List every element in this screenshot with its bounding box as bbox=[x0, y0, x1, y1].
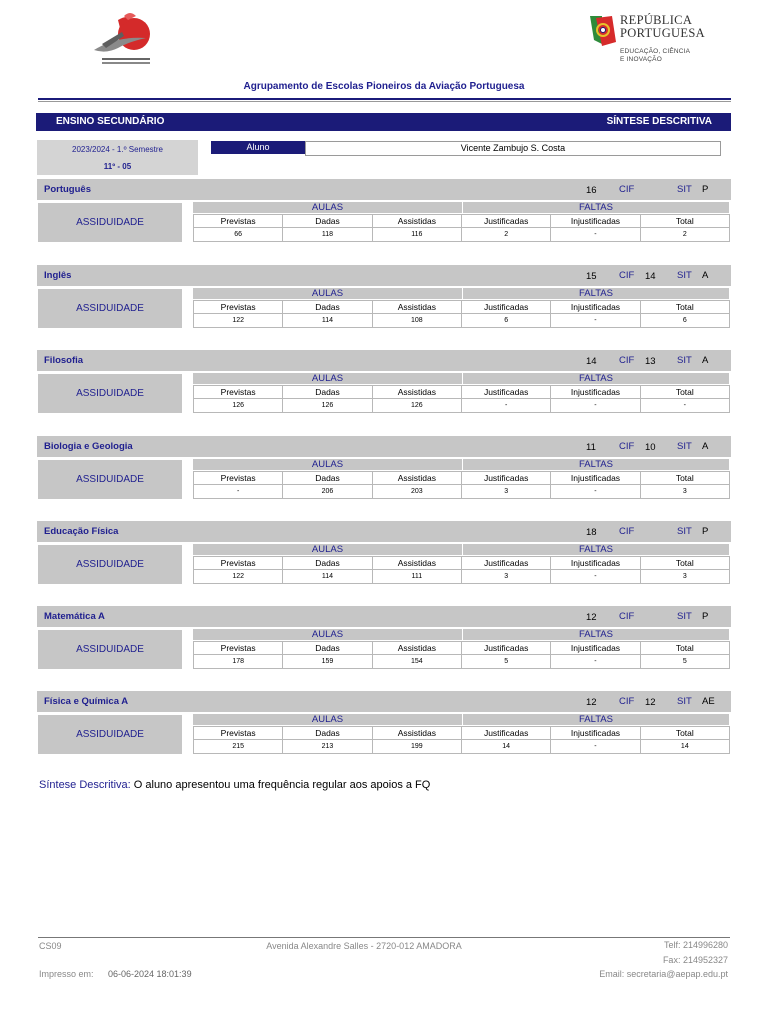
val-dadas: 126 bbox=[283, 399, 372, 413]
subject-block bbox=[37, 265, 731, 343]
table-header-row bbox=[194, 472, 730, 485]
subject-name: Biologia e Geologia bbox=[44, 441, 133, 452]
aulas-header: AULAS bbox=[193, 714, 462, 725]
aulas-header: AULAS bbox=[193, 288, 462, 299]
val-dadas: 213 bbox=[283, 740, 372, 754]
table-row bbox=[194, 655, 730, 669]
header-divider bbox=[38, 98, 731, 100]
subject-grade: 11 bbox=[586, 442, 596, 453]
col-injustificadas: Injustificadas bbox=[551, 215, 640, 228]
email-address: Email: secretaria@aepap.edu.pt bbox=[599, 969, 728, 979]
col-justificadas: Justificadas bbox=[461, 727, 550, 740]
cif-value: 12 bbox=[645, 697, 656, 708]
attendance-table bbox=[193, 641, 730, 669]
assiduidade-label: ASSIDUIDADE bbox=[38, 203, 182, 242]
val-assistidas: 126 bbox=[372, 399, 461, 413]
attendance-table bbox=[193, 300, 730, 328]
col-previstas: Previstas bbox=[194, 301, 283, 314]
val-previstas: 215 bbox=[194, 740, 283, 754]
cif-label: CIF bbox=[619, 270, 635, 281]
faltas-header: FALTAS bbox=[463, 202, 729, 213]
subject-block bbox=[37, 350, 731, 428]
subject-header bbox=[37, 436, 731, 457]
subject-block bbox=[37, 436, 731, 514]
val-justificadas: 6 bbox=[461, 314, 550, 328]
val-assistidas: 108 bbox=[372, 314, 461, 328]
printed-date: 06-06-2024 18:01:39 bbox=[108, 969, 192, 979]
table-row bbox=[194, 570, 730, 584]
col-injustificadas: Injustificadas bbox=[551, 472, 640, 485]
val-previstas: - bbox=[194, 485, 283, 499]
val-total: 2 bbox=[640, 228, 729, 242]
banner-left-title: ENSINO SECUNDÁRIO bbox=[56, 116, 165, 127]
subject-name: Matemática A bbox=[44, 611, 105, 622]
table-header-row bbox=[194, 215, 730, 228]
val-justificadas: 2 bbox=[461, 228, 550, 242]
faltas-header: FALTAS bbox=[463, 373, 729, 384]
header-divider-thin bbox=[38, 101, 731, 102]
aulas-header: AULAS bbox=[193, 459, 462, 470]
sit-label: SIT bbox=[677, 441, 692, 452]
col-total: Total bbox=[640, 386, 729, 399]
sit-value: AE bbox=[702, 696, 715, 707]
assiduidade-label: ASSIDUIDADE bbox=[38, 460, 182, 499]
val-injustificadas: - bbox=[551, 740, 640, 754]
attendance-table bbox=[193, 471, 730, 499]
attendance-table bbox=[193, 385, 730, 413]
val-previstas: 122 bbox=[194, 570, 283, 584]
val-dadas: 206 bbox=[283, 485, 372, 499]
val-previstas: 122 bbox=[194, 314, 283, 328]
subject-grade: 18 bbox=[586, 527, 597, 538]
col-dadas: Dadas bbox=[283, 301, 372, 314]
col-total: Total bbox=[640, 472, 729, 485]
subject-header bbox=[37, 521, 731, 542]
val-assistidas: 203 bbox=[372, 485, 461, 499]
val-injustificadas: - bbox=[551, 570, 640, 584]
val-assistidas: 116 bbox=[372, 228, 461, 242]
fax-number: Fax: 214952327 bbox=[662, 955, 728, 965]
assiduidade-label: ASSIDUIDADE bbox=[38, 630, 182, 669]
assiduidade-label: ASSIDUIDADE bbox=[38, 545, 182, 584]
sintese-label: Síntese Descritiva: bbox=[39, 779, 131, 791]
document-code: CS09 bbox=[39, 941, 62, 951]
val-dadas: 114 bbox=[283, 314, 372, 328]
val-dadas: 159 bbox=[283, 655, 372, 669]
val-total: 14 bbox=[640, 740, 729, 754]
subject-block bbox=[37, 691, 731, 769]
aulas-header: AULAS bbox=[193, 202, 462, 213]
subject-header bbox=[37, 179, 731, 200]
cif-label: CIF bbox=[619, 184, 635, 195]
val-total: 5 bbox=[640, 655, 729, 669]
cif-value: 13 bbox=[645, 356, 656, 367]
val-dadas: 114 bbox=[283, 570, 372, 584]
val-assistidas: 199 bbox=[372, 740, 461, 754]
col-justificadas: Justificadas bbox=[461, 215, 550, 228]
subject-header bbox=[37, 606, 731, 627]
sintese-text: O aluno apresentou uma frequência regular aos apoios a FQ bbox=[133, 779, 431, 791]
val-assistidas: 111 bbox=[372, 570, 461, 584]
sit-label: SIT bbox=[677, 184, 692, 195]
republica-text: REPÚBLICA PORTUGUESA bbox=[620, 13, 705, 40]
subject-name: Educação Física bbox=[44, 526, 119, 537]
table-row bbox=[194, 485, 730, 499]
val-injustificadas: - bbox=[551, 655, 640, 669]
col-justificadas: Justificadas bbox=[461, 472, 550, 485]
col-total: Total bbox=[640, 557, 729, 570]
footer-divider bbox=[38, 937, 730, 938]
col-previstas: Previstas bbox=[194, 472, 283, 485]
col-injustificadas: Injustificadas bbox=[551, 557, 640, 570]
sintese-descritiva bbox=[39, 779, 430, 791]
table-row bbox=[194, 228, 730, 242]
subject-grade: 12 bbox=[586, 612, 597, 623]
sit-value: P bbox=[702, 526, 709, 537]
sit-value: P bbox=[702, 184, 709, 195]
col-total: Total bbox=[640, 301, 729, 314]
subject-grade: 12 bbox=[586, 697, 597, 708]
school-logo bbox=[88, 10, 160, 68]
val-injustificadas: - bbox=[551, 399, 640, 413]
col-justificadas: Justificadas bbox=[461, 386, 550, 399]
col-total: Total bbox=[640, 727, 729, 740]
assiduidade-label: ASSIDUIDADE bbox=[38, 374, 182, 413]
col-injustificadas: Injustificadas bbox=[551, 642, 640, 655]
col-justificadas: Justificadas bbox=[461, 301, 550, 314]
printed-label: Impresso em: bbox=[39, 969, 94, 979]
col-assistidas: Assistidas bbox=[372, 557, 461, 570]
col-injustificadas: Injustificadas bbox=[551, 727, 640, 740]
table-header-row bbox=[194, 727, 730, 740]
sit-label: SIT bbox=[677, 270, 692, 281]
val-injustificadas: - bbox=[551, 228, 640, 242]
subject-name: Inglês bbox=[44, 270, 72, 281]
col-previstas: Previstas bbox=[194, 642, 283, 655]
aulas-header: AULAS bbox=[193, 373, 462, 384]
aulas-header: AULAS bbox=[193, 629, 462, 640]
attendance-table bbox=[193, 726, 730, 754]
val-justificadas: - bbox=[461, 399, 550, 413]
table-row bbox=[194, 399, 730, 413]
class-label: 11º - 05 bbox=[103, 162, 132, 171]
cif-label: CIF bbox=[619, 441, 635, 452]
col-dadas: Dadas bbox=[283, 472, 372, 485]
faltas-header: FALTAS bbox=[463, 714, 729, 725]
attendance-table bbox=[193, 214, 730, 242]
val-total: 3 bbox=[640, 485, 729, 499]
sit-label: SIT bbox=[677, 696, 692, 707]
val-previstas: 66 bbox=[194, 228, 283, 242]
subject-header bbox=[37, 350, 731, 371]
subject-grade: 16 bbox=[586, 185, 597, 196]
val-justificadas: 5 bbox=[461, 655, 550, 669]
val-assistidas: 154 bbox=[372, 655, 461, 669]
subject-grade: 15 bbox=[586, 271, 597, 282]
sit-value: A bbox=[702, 441, 709, 452]
faltas-header: FALTAS bbox=[463, 629, 729, 640]
table-header-row bbox=[194, 386, 730, 399]
sit-label: SIT bbox=[677, 355, 692, 366]
subject-grade: 14 bbox=[586, 356, 597, 367]
val-total: 3 bbox=[640, 570, 729, 584]
col-injustificadas: Injustificadas bbox=[551, 386, 640, 399]
val-injustificadas: - bbox=[551, 485, 640, 499]
col-previstas: Previstas bbox=[194, 386, 283, 399]
val-previstas: 178 bbox=[194, 655, 283, 669]
banner-right-title: SÍNTESE DESCRITIVA bbox=[606, 116, 712, 127]
subject-name: Física e Química A bbox=[44, 696, 129, 707]
col-previstas: Previstas bbox=[194, 727, 283, 740]
school-period: 2023/2024 - 1.º Semestre bbox=[72, 145, 163, 154]
col-dadas: Dadas bbox=[283, 557, 372, 570]
subject-block bbox=[37, 521, 731, 599]
sit-value: A bbox=[702, 270, 709, 281]
val-total: - bbox=[640, 399, 729, 413]
col-assistidas: Assistidas bbox=[372, 215, 461, 228]
attendance-table bbox=[193, 556, 730, 584]
ministry-text: EDUCAÇÃO, CIÊNCIA E INOVAÇÃO bbox=[620, 48, 691, 63]
sit-label: SIT bbox=[677, 611, 692, 622]
period-box bbox=[37, 140, 198, 175]
col-justificadas: Justificadas bbox=[461, 557, 550, 570]
faltas-header: FALTAS bbox=[463, 544, 729, 555]
subject-name: Filosofia bbox=[44, 355, 84, 366]
sit-label: SIT bbox=[677, 526, 692, 537]
val-dadas: 118 bbox=[283, 228, 372, 242]
school-name: Agrupamento de Escolas Pioneiros da Aviação Portuguesa bbox=[243, 81, 525, 92]
cif-label: CIF bbox=[619, 611, 635, 622]
col-total: Total bbox=[640, 215, 729, 228]
cif-label: CIF bbox=[619, 355, 635, 366]
col-dadas: Dadas bbox=[283, 642, 372, 655]
cif-value: 10 bbox=[645, 442, 656, 453]
subject-header bbox=[37, 691, 731, 712]
subject-header bbox=[37, 265, 731, 286]
table-header-row bbox=[194, 557, 730, 570]
val-previstas: 126 bbox=[194, 399, 283, 413]
col-previstas: Previstas bbox=[194, 557, 283, 570]
col-injustificadas: Injustificadas bbox=[551, 301, 640, 314]
student-name: Vicente Zambujo S. Costa bbox=[305, 141, 721, 156]
val-justificadas: 3 bbox=[461, 570, 550, 584]
val-total: 6 bbox=[640, 314, 729, 328]
assiduidade-label: ASSIDUIDADE bbox=[38, 715, 182, 754]
col-dadas: Dadas bbox=[283, 727, 372, 740]
col-dadas: Dadas bbox=[283, 386, 372, 399]
cif-value: 14 bbox=[645, 271, 656, 282]
col-total: Total bbox=[640, 642, 729, 655]
table-row bbox=[194, 314, 730, 328]
sit-value: A bbox=[702, 355, 709, 366]
col-assistidas: Assistidas bbox=[372, 472, 461, 485]
table-header-row bbox=[194, 642, 730, 655]
col-assistidas: Assistidas bbox=[372, 301, 461, 314]
student-label: Aluno bbox=[211, 141, 305, 154]
col-assistidas: Assistidas bbox=[372, 727, 461, 740]
school-address: Avenida Alexandre Salles - 2720-012 AMADORA bbox=[266, 941, 462, 951]
section-banner bbox=[36, 113, 731, 131]
faltas-header: FALTAS bbox=[463, 288, 729, 299]
col-previstas: Previstas bbox=[194, 215, 283, 228]
phone-number: Telf: 214996280 bbox=[663, 940, 728, 950]
subject-name: Português bbox=[44, 184, 91, 195]
subject-block bbox=[37, 179, 731, 257]
val-justificadas: 14 bbox=[461, 740, 550, 754]
col-assistidas: Assistidas bbox=[372, 386, 461, 399]
table-header-row bbox=[194, 301, 730, 314]
sit-value: P bbox=[702, 611, 709, 622]
col-justificadas: Justificadas bbox=[461, 642, 550, 655]
cif-label: CIF bbox=[619, 696, 635, 707]
col-dadas: Dadas bbox=[283, 215, 372, 228]
assiduidade-label: ASSIDUIDADE bbox=[38, 289, 182, 328]
val-justificadas: 3 bbox=[461, 485, 550, 499]
subject-block bbox=[37, 606, 731, 684]
table-row bbox=[194, 740, 730, 754]
faltas-header: FALTAS bbox=[463, 459, 729, 470]
cif-label: CIF bbox=[619, 526, 635, 537]
col-assistidas: Assistidas bbox=[372, 642, 461, 655]
aulas-header: AULAS bbox=[193, 544, 462, 555]
val-injustificadas: - bbox=[551, 314, 640, 328]
